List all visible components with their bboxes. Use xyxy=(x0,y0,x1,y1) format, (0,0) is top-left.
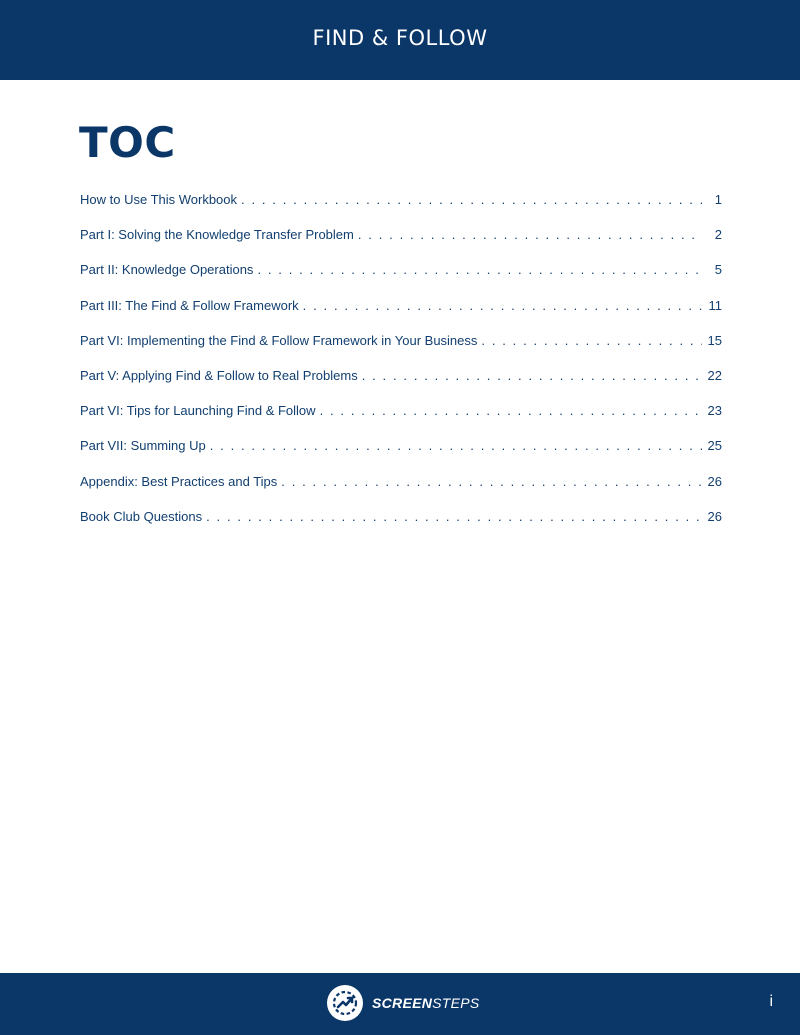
screensteps-logo-text xyxy=(372,995,480,1011)
toc-entry[interactable] xyxy=(80,366,722,401)
toc-entry-page: 26 xyxy=(707,473,722,489)
toc-entry-page: 25 xyxy=(707,438,722,454)
page-number: i xyxy=(769,993,773,1010)
toc-list xyxy=(80,190,722,542)
page-footer xyxy=(0,973,800,1035)
toc-entry[interactable] xyxy=(80,331,722,366)
toc-leader-dots xyxy=(358,225,702,245)
toc-heading: TOC xyxy=(79,118,176,167)
toc-leader-dots xyxy=(362,366,702,386)
toc-entry[interactable] xyxy=(80,401,722,436)
toc-entry-label: How to Use This Workbook xyxy=(80,192,238,207)
toc-entry-label: Part VI: Tips for Launching Find & Follow xyxy=(80,403,316,419)
toc-entry[interactable] xyxy=(80,296,722,331)
toc-entry-label: Part VI: Implementing the Find & Follow Framework in Your Business xyxy=(80,332,478,348)
toc-entry-page: 11 xyxy=(708,297,722,313)
toc-entry-page: 2 xyxy=(714,227,722,243)
logo-text-bold: SCREEN xyxy=(372,995,433,1011)
toc-leader-dots xyxy=(210,436,702,456)
toc-entry[interactable] xyxy=(80,472,722,507)
toc-leader-dots xyxy=(481,331,701,351)
toc-leader-dots xyxy=(241,190,702,210)
toc-entry-label: Appendix: Best Practices and Tips xyxy=(80,473,278,489)
toc-entry-label: Book Club Questions xyxy=(80,508,203,524)
toc-entry-label: Part I: Solving the Knowledge Transfer Problem xyxy=(80,227,354,243)
toc-leader-dots xyxy=(303,296,702,316)
toc-leader-dots xyxy=(320,401,702,421)
toc-entry-page: 23 xyxy=(707,403,722,419)
toc-entry[interactable] xyxy=(80,507,722,542)
toc-leader-dots xyxy=(206,507,701,527)
screensteps-logo xyxy=(327,985,480,1021)
header-title: FIND & FOLLOW xyxy=(312,26,488,50)
toc-leader-dots xyxy=(257,260,702,280)
toc-entry-page: 15 xyxy=(707,332,722,348)
toc-entry-label: Part III: The Find & Follow Framework xyxy=(80,297,299,313)
toc-entry-label: Part VII: Summing Up xyxy=(80,438,206,454)
toc-entry-page: 1 xyxy=(714,192,722,207)
toc-entry-label: Part II: Knowledge Operations xyxy=(80,262,254,278)
toc-entry-page: 26 xyxy=(707,508,722,524)
toc-entry-label: Part V: Applying Find & Follow to Real Problems xyxy=(80,367,358,383)
page-header xyxy=(0,0,800,80)
toc-entry[interactable] xyxy=(80,225,722,260)
toc-entry[interactable] xyxy=(80,436,722,471)
toc-entry[interactable] xyxy=(80,260,722,295)
toc-entry-page: 22 xyxy=(707,367,722,383)
toc-entry-page: 5 xyxy=(714,262,722,278)
toc-leader-dots xyxy=(281,472,701,492)
toc-entry[interactable] xyxy=(80,190,722,225)
logo-text-rest: STEPS xyxy=(432,995,480,1011)
screensteps-logo-icon xyxy=(327,985,363,1021)
